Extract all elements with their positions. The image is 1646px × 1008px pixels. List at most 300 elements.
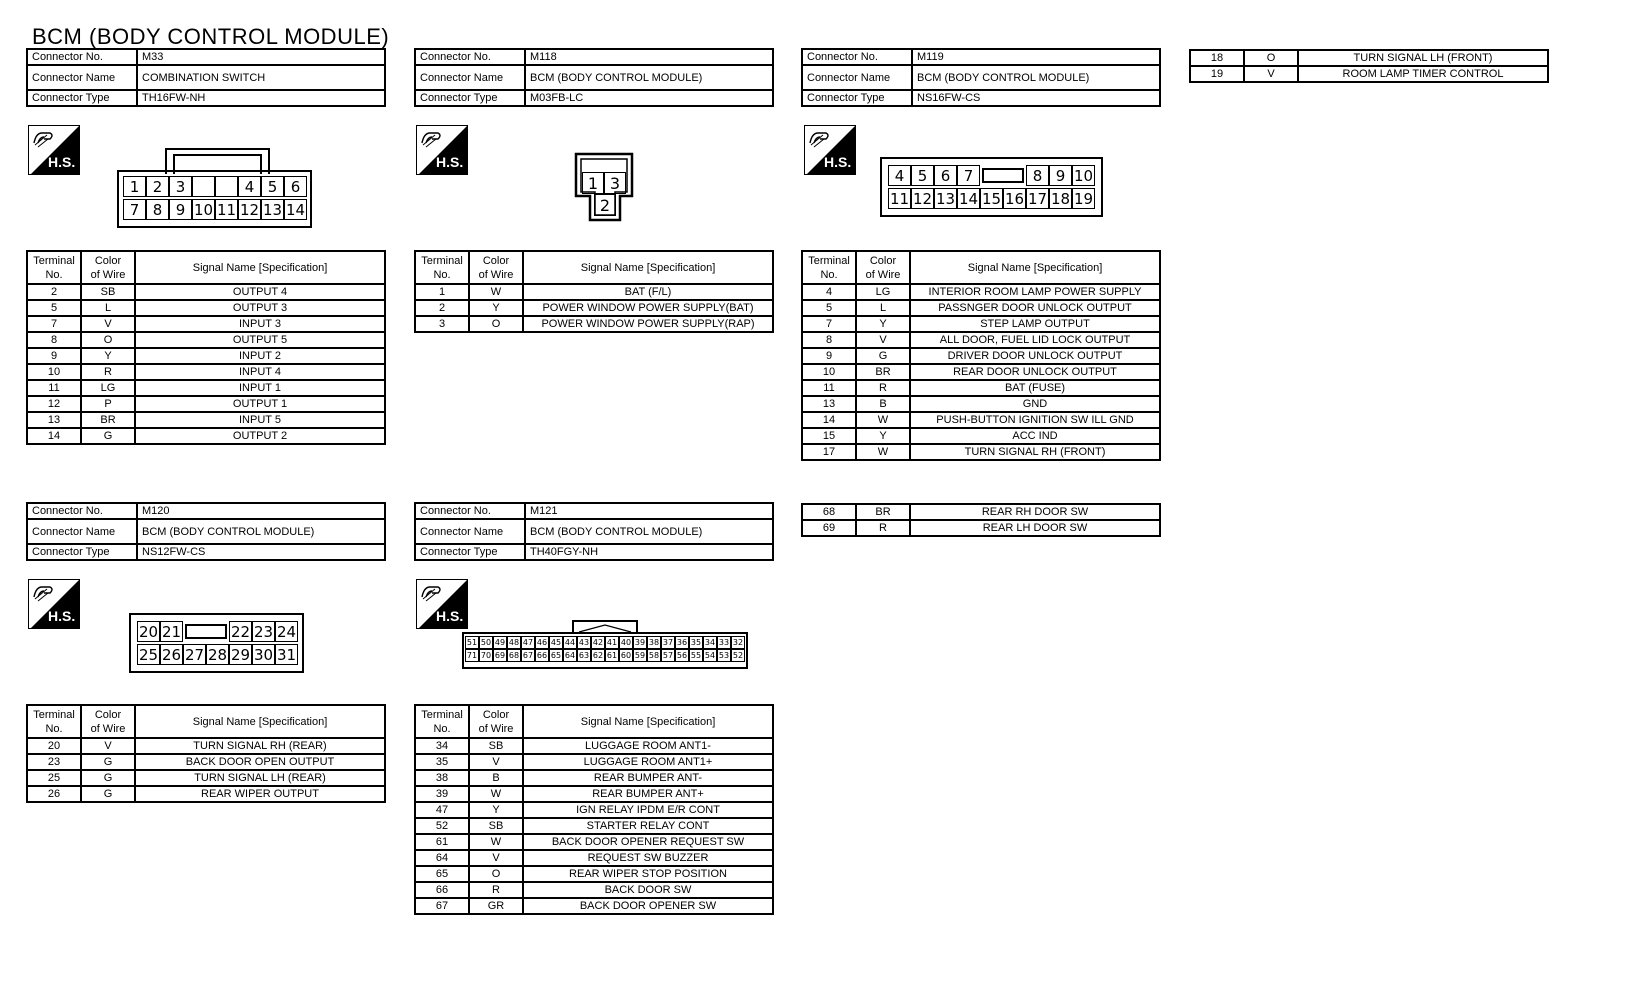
connector-name-value: BCM (BODY CONTROL MODULE): [137, 519, 385, 544]
wire-color-cell: O: [81, 332, 135, 348]
empty-pin-cavity: [215, 176, 238, 197]
wire-color-cell: R: [469, 882, 523, 898]
connector-pin: 13: [935, 189, 956, 208]
terminal-cell: 19: [1190, 66, 1244, 82]
connector-type-value: NS16FW-CS: [912, 90, 1160, 106]
connector-pin: 19: [1073, 189, 1094, 208]
signal-name-cell: OUTPUT 1: [135, 396, 385, 412]
color-header: Color of Wire: [469, 705, 523, 738]
wire-color-cell: L: [81, 300, 135, 316]
table-row: [27, 332, 385, 348]
table-row: [802, 284, 1160, 300]
connector-pin: 45: [550, 638, 562, 647]
connector-pin: 46: [536, 638, 548, 647]
signal-header: Signal Name [Specification]: [523, 251, 773, 284]
wire-color-cell: R: [856, 520, 910, 536]
terminal-cell: 17: [802, 444, 856, 460]
table-row: [415, 834, 773, 850]
connector-pin: 32: [732, 638, 744, 647]
pin-row-bottom: [123, 199, 307, 220]
pin-row-top: [582, 172, 626, 194]
terminal-cell: 10: [27, 364, 81, 380]
wire-color-cell: Y: [469, 300, 523, 316]
connector-pin: 41: [606, 638, 618, 647]
connector-name-label: Connector Name: [415, 65, 525, 90]
terminal-cell: 8: [802, 332, 856, 348]
connector-pin: 24: [276, 622, 297, 641]
connector-face-m118: [574, 152, 636, 224]
table-row: [27, 348, 385, 364]
pin-row-bottom: [137, 644, 298, 665]
connector-pin: 54: [704, 651, 716, 660]
signal-name-cell: INPUT 2: [135, 348, 385, 364]
terminal-header: Terminal No.: [415, 705, 469, 738]
signal-name-cell: TURN SIGNAL RH (FRONT): [910, 444, 1160, 460]
table-row: [27, 412, 385, 428]
terminal-cell: 8: [27, 332, 81, 348]
connector-pin: 12: [239, 200, 260, 219]
connector-name-label: Connector Name: [415, 519, 525, 544]
pin-row-top: [465, 636, 745, 649]
table-row: [802, 348, 1160, 364]
terminal-header: Terminal No.: [802, 251, 856, 284]
terminal-cell: 5: [27, 300, 81, 316]
table-row: [415, 898, 773, 914]
signal-name-cell: INPUT 5: [135, 412, 385, 428]
connector-pin: 3: [604, 172, 626, 194]
connector-no-value: M33: [137, 49, 385, 65]
wire-color-cell: Y: [856, 316, 910, 332]
terminal-cell: 12: [27, 396, 81, 412]
connector-pin: 43: [578, 638, 590, 647]
terminal-cell: 47: [415, 802, 469, 818]
terminal-cell: 65: [415, 866, 469, 882]
signal-table-m119: [801, 250, 1161, 461]
connector-name-value: BCM (BODY CONTROL MODULE): [912, 65, 1160, 90]
connector-pin: 15: [981, 189, 1002, 208]
signal-name-cell: BACK DOOR OPEN OUTPUT: [135, 754, 385, 770]
connector-pin: 22: [230, 622, 251, 641]
signal-name-cell: BAT (F/L): [523, 284, 773, 300]
table-row: [415, 802, 773, 818]
signal-name-cell: INPUT 3: [135, 316, 385, 332]
connector-pin: 21: [161, 622, 182, 641]
terminal-cell: 18: [1190, 50, 1244, 66]
connector-pin: 2: [146, 176, 169, 197]
connector-type-value: NS12FW-CS: [137, 544, 385, 560]
hs-label: H.S.: [436, 154, 464, 170]
signal-name-cell: LUGGAGE ROOM ANT1-: [523, 738, 773, 754]
signal-header: Signal Name [Specification]: [910, 251, 1160, 284]
connector-face-m120: [129, 613, 304, 673]
wire-color-cell: BR: [856, 504, 910, 520]
connector-pin: 1: [582, 172, 604, 194]
wire-color-cell: W: [469, 786, 523, 802]
connector-type-value: M03FB-LC: [525, 90, 773, 106]
terminal-header: Terminal No.: [415, 251, 469, 284]
connector-pin: 69: [494, 651, 506, 660]
table-row: [802, 316, 1160, 332]
terminal-cell: 11: [802, 380, 856, 396]
terminal-cell: 2: [27, 284, 81, 300]
connector-pin: 62: [592, 651, 604, 660]
harness-side-icon: [416, 579, 468, 629]
connector-no-label: Connector No.: [802, 49, 912, 65]
table-row: [27, 428, 385, 444]
table-row: [415, 882, 773, 898]
connector-pin: 4: [238, 176, 261, 197]
connector-pin: 7: [123, 199, 146, 220]
connector-no-value: M119: [912, 49, 1160, 65]
wire-color-cell: W: [469, 834, 523, 850]
terminal-header: Terminal No.: [27, 705, 81, 738]
wire-color-cell: R: [81, 364, 135, 380]
wire-color-cell: LG: [856, 284, 910, 300]
connector-pin: 6: [934, 165, 957, 186]
connector-pin: 29: [230, 645, 251, 664]
connector-type-label: Connector Type: [27, 90, 137, 106]
terminal-cell: 23: [27, 754, 81, 770]
hs-label: H.S.: [436, 608, 464, 624]
table-row: [415, 316, 773, 332]
signal-name-cell: REAR BUMPER ANT+: [523, 786, 773, 802]
signal-name-cell: BACK DOOR OPENER REQUEST SW: [523, 834, 773, 850]
connector-pin: 67: [522, 651, 534, 660]
wire-color-cell: V: [1244, 66, 1298, 82]
terminal-cell: 11: [27, 380, 81, 396]
harness-side-icon: [28, 579, 80, 629]
wire-color-cell: GR: [469, 898, 523, 914]
connector-pin: 11: [216, 200, 237, 219]
terminal-cell: 64: [415, 850, 469, 866]
connector-header-m120: [26, 502, 386, 561]
connector-face-m121: [462, 619, 748, 669]
signal-table-m121: [414, 704, 774, 915]
connector-header-m121: [414, 502, 774, 561]
terminal-cell: 35: [415, 754, 469, 770]
terminal-cell: 4: [802, 284, 856, 300]
table-row: [802, 364, 1160, 380]
wire-color-cell: O: [1244, 50, 1298, 66]
table-row: [1190, 66, 1548, 82]
color-header: Color of Wire: [81, 705, 135, 738]
signal-name-cell: OUTPUT 4: [135, 284, 385, 300]
terminal-cell: 7: [802, 316, 856, 332]
table-row: [27, 300, 385, 316]
connector-pin: 4: [888, 165, 911, 186]
connector-pin: 44: [564, 638, 576, 647]
table-row: [27, 786, 385, 802]
keyway-slot: [980, 165, 1026, 186]
table-row: [802, 504, 1160, 520]
connector-pin: 26: [161, 645, 182, 664]
wire-color-cell: W: [856, 412, 910, 428]
wire-color-cell: G: [81, 770, 135, 786]
signal-name-cell: BACK DOOR SW: [523, 882, 773, 898]
wire-color-cell: SB: [469, 818, 523, 834]
connector-pin: 48: [508, 638, 520, 647]
connector-no-label: Connector No.: [27, 503, 137, 519]
connector-pin: 31: [276, 645, 297, 664]
connector-pin: 8: [1026, 165, 1049, 186]
signal-table-m121-continued: [801, 503, 1161, 537]
connector-no-value: M118: [525, 49, 773, 65]
connector-pin: 64: [564, 651, 576, 660]
connector-pin: 39: [634, 638, 646, 647]
connector-pin: 5: [911, 165, 934, 186]
wire-color-cell: P: [81, 396, 135, 412]
connector-pin: 33: [718, 638, 730, 647]
connector-name-value: COMBINATION SWITCH: [137, 65, 385, 90]
terminal-cell: 69: [802, 520, 856, 536]
connector-pin: 7: [957, 165, 980, 186]
terminal-cell: 14: [802, 412, 856, 428]
connector-pin: 12: [912, 189, 933, 208]
wire-color-cell: Y: [469, 802, 523, 818]
harness-side-icon: [804, 125, 856, 175]
signal-name-cell: PASSNGER DOOR UNLOCK OUTPUT: [910, 300, 1160, 316]
connector-pin: 71: [466, 651, 478, 660]
connector-pin: 28: [207, 645, 228, 664]
color-header: Color of Wire: [469, 251, 523, 284]
connector-pin: 3: [169, 176, 192, 197]
connector-type-value: TH16FW-NH: [137, 90, 385, 106]
table-row: [802, 444, 1160, 460]
terminal-cell: 10: [802, 364, 856, 380]
signal-name-cell: REAR WIPER OUTPUT: [135, 786, 385, 802]
table-row: [415, 786, 773, 802]
signal-name-cell: ACC IND: [910, 428, 1160, 444]
signal-name-cell: OUTPUT 3: [135, 300, 385, 316]
table-row: [415, 770, 773, 786]
connector-pin: 59: [634, 651, 646, 660]
connector-no-label: Connector No.: [415, 503, 525, 519]
terminal-cell: 13: [27, 412, 81, 428]
connector-name-value: BCM (BODY CONTROL MODULE): [525, 65, 773, 90]
table-row: [27, 770, 385, 786]
signal-table-m119-continued: [1189, 49, 1549, 83]
table-row: [415, 284, 773, 300]
signal-name-cell: INPUT 1: [135, 380, 385, 396]
connector-type-label: Connector Type: [415, 90, 525, 106]
wire-color-cell: G: [81, 786, 135, 802]
connector-pin: 14: [285, 200, 306, 219]
connector-pin: 56: [676, 651, 688, 660]
connector-pin: 36: [676, 638, 688, 647]
wire-color-cell: O: [469, 866, 523, 882]
wire-color-cell: W: [469, 284, 523, 300]
terminal-cell: 26: [27, 786, 81, 802]
connector-no-label: Connector No.: [415, 49, 525, 65]
terminal-cell: 1: [415, 284, 469, 300]
color-header: Color of Wire: [81, 251, 135, 284]
connector-header-m33: [26, 48, 386, 107]
pin-row-top: [888, 165, 1095, 186]
table-row: [415, 754, 773, 770]
wire-color-cell: Y: [856, 428, 910, 444]
table-row: [27, 396, 385, 412]
connector-pin: 9: [169, 199, 192, 220]
signal-name-cell: REAR DOOR UNLOCK OUTPUT: [910, 364, 1160, 380]
connector-type-value: TH40FGY-NH: [525, 544, 773, 560]
connector-pin: 65: [550, 651, 562, 660]
connector-pin: 10: [193, 200, 214, 219]
wire-color-cell: BR: [81, 412, 135, 428]
wire-color-cell: R: [856, 380, 910, 396]
wire-color-cell: B: [469, 770, 523, 786]
terminal-cell: 15: [802, 428, 856, 444]
terminal-cell: 14: [27, 428, 81, 444]
connector-pin: 68: [508, 651, 520, 660]
table-row: [415, 300, 773, 316]
connector-type-label: Connector Type: [415, 544, 525, 560]
signal-name-cell: POWER WINDOW POWER SUPPLY(BAT): [523, 300, 773, 316]
connector-face-m33: [117, 148, 312, 228]
signal-name-cell: TURN SIGNAL LH (REAR): [135, 770, 385, 786]
wire-color-cell: O: [469, 316, 523, 332]
signal-name-cell: REAR WIPER STOP POSITION: [523, 866, 773, 882]
pin-row-top: [123, 176, 307, 197]
signal-name-cell: OUTPUT 5: [135, 332, 385, 348]
connector-no-value: M121: [525, 503, 773, 519]
connector-pin: 25: [138, 645, 159, 664]
connector-pin: 61: [606, 651, 618, 660]
wire-color-cell: L: [856, 300, 910, 316]
wire-color-cell: SB: [81, 284, 135, 300]
connector-pin: 34: [704, 638, 716, 647]
table-row: [802, 428, 1160, 444]
signal-table-m33: [26, 250, 386, 445]
color-header: Color of Wire: [856, 251, 910, 284]
signal-header: Signal Name [Specification]: [135, 705, 385, 738]
wire-color-cell: V: [81, 738, 135, 754]
connector-pin: 14: [958, 189, 979, 208]
connector-pin: 9: [1049, 165, 1072, 186]
connector-pin: 11: [889, 189, 910, 208]
wire-color-cell: B: [856, 396, 910, 412]
harness-side-icon: [28, 125, 80, 175]
wire-color-cell: BR: [856, 364, 910, 380]
signal-name-cell: REAR BUMPER ANT-: [523, 770, 773, 786]
connector-pin: 53: [718, 651, 730, 660]
connector-pin: 52: [732, 651, 744, 660]
keyway-icon: [185, 624, 227, 639]
connector-pin: 13: [262, 200, 283, 219]
table-row: [415, 818, 773, 834]
connector-pin: 30: [253, 645, 274, 664]
signal-name-cell: STEP LAMP OUTPUT: [910, 316, 1160, 332]
terminal-cell: 20: [27, 738, 81, 754]
signal-name-cell: BAT (FUSE): [910, 380, 1160, 396]
table-row: [415, 850, 773, 866]
table-row: [27, 738, 385, 754]
terminal-cell: 61: [415, 834, 469, 850]
wire-color-cell: V: [469, 850, 523, 866]
connector-name-label: Connector Name: [27, 519, 137, 544]
empty-pin-cavity: [192, 176, 215, 197]
connector-pin: 35: [690, 638, 702, 647]
connector-pin: 10: [1073, 166, 1094, 185]
terminal-cell: 52: [415, 818, 469, 834]
signal-name-cell: OUTPUT 2: [135, 428, 385, 444]
connector-pin: 60: [620, 651, 632, 660]
wire-color-cell: G: [81, 754, 135, 770]
pin-row-bottom: [594, 194, 616, 216]
signal-table-m118: [414, 250, 774, 333]
signal-name-cell: ALL DOOR, FUEL LID LOCK OUTPUT: [910, 332, 1160, 348]
connector-pin: 17: [1027, 189, 1048, 208]
connector-name-label: Connector Name: [802, 65, 912, 90]
table-row: [802, 300, 1160, 316]
pin-row-bottom: [888, 188, 1095, 209]
connector-pin: 70: [480, 651, 492, 660]
signal-name-cell: POWER WINDOW POWER SUPPLY(RAP): [523, 316, 773, 332]
signal-name-cell: GND: [910, 396, 1160, 412]
wire-color-cell: G: [81, 428, 135, 444]
terminal-cell: 7: [27, 316, 81, 332]
connector-pin: 5: [261, 176, 284, 197]
signal-table-m120: [26, 704, 386, 803]
connector-pin: 58: [648, 651, 660, 660]
table-row: [415, 866, 773, 882]
connector-header-m119: [801, 48, 1161, 107]
terminal-cell: 9: [802, 348, 856, 364]
wire-color-cell: Y: [81, 348, 135, 364]
connector-type-label: Connector Type: [802, 90, 912, 106]
connector-pin: 47: [522, 638, 534, 647]
signal-name-cell: REAR RH DOOR SW: [910, 504, 1160, 520]
hs-label: H.S.: [48, 608, 76, 624]
terminal-header: Terminal No.: [27, 251, 81, 284]
table-row: [802, 396, 1160, 412]
keyway-slot: [183, 621, 229, 642]
signal-header: Signal Name [Specification]: [523, 705, 773, 738]
connector-no-value: M120: [137, 503, 385, 519]
connector-pin: 63: [578, 651, 590, 660]
table-row: [27, 754, 385, 770]
signal-name-cell: LUGGAGE ROOM ANT1+: [523, 754, 773, 770]
terminal-cell: 68: [802, 504, 856, 520]
signal-name-cell: REQUEST SW BUZZER: [523, 850, 773, 866]
signal-name-cell: STARTER RELAY CONT: [523, 818, 773, 834]
signal-name-cell: PUSH-BUTTON IGNITION SW ILL GND: [910, 412, 1160, 428]
connector-pin: 1: [123, 176, 146, 197]
connector-pin: 50: [480, 638, 492, 647]
terminal-cell: 13: [802, 396, 856, 412]
table-row: [802, 520, 1160, 536]
wire-color-cell: V: [469, 754, 523, 770]
wire-color-cell: V: [856, 332, 910, 348]
terminal-cell: 5: [802, 300, 856, 316]
signal-header: Signal Name [Specification]: [135, 251, 385, 284]
hs-label: H.S.: [824, 154, 852, 170]
signal-name-cell: DRIVER DOOR UNLOCK OUTPUT: [910, 348, 1160, 364]
connector-pin: 51: [466, 638, 478, 647]
terminal-cell: 66: [415, 882, 469, 898]
connector-pin: 16: [1004, 189, 1025, 208]
signal-name-cell: IGN RELAY IPDM E/R CONT: [523, 802, 773, 818]
connector-pin: 55: [690, 651, 702, 660]
terminal-cell: 9: [27, 348, 81, 364]
wire-color-cell: SB: [469, 738, 523, 754]
connector-header-m118: [414, 48, 774, 107]
table-row: [802, 332, 1160, 348]
table-row: [415, 738, 773, 754]
connector-name-label: Connector Name: [27, 65, 137, 90]
connector-pin: 37: [662, 638, 674, 647]
signal-name-cell: REAR LH DOOR SW: [910, 520, 1160, 536]
connector-pin: 49: [494, 638, 506, 647]
